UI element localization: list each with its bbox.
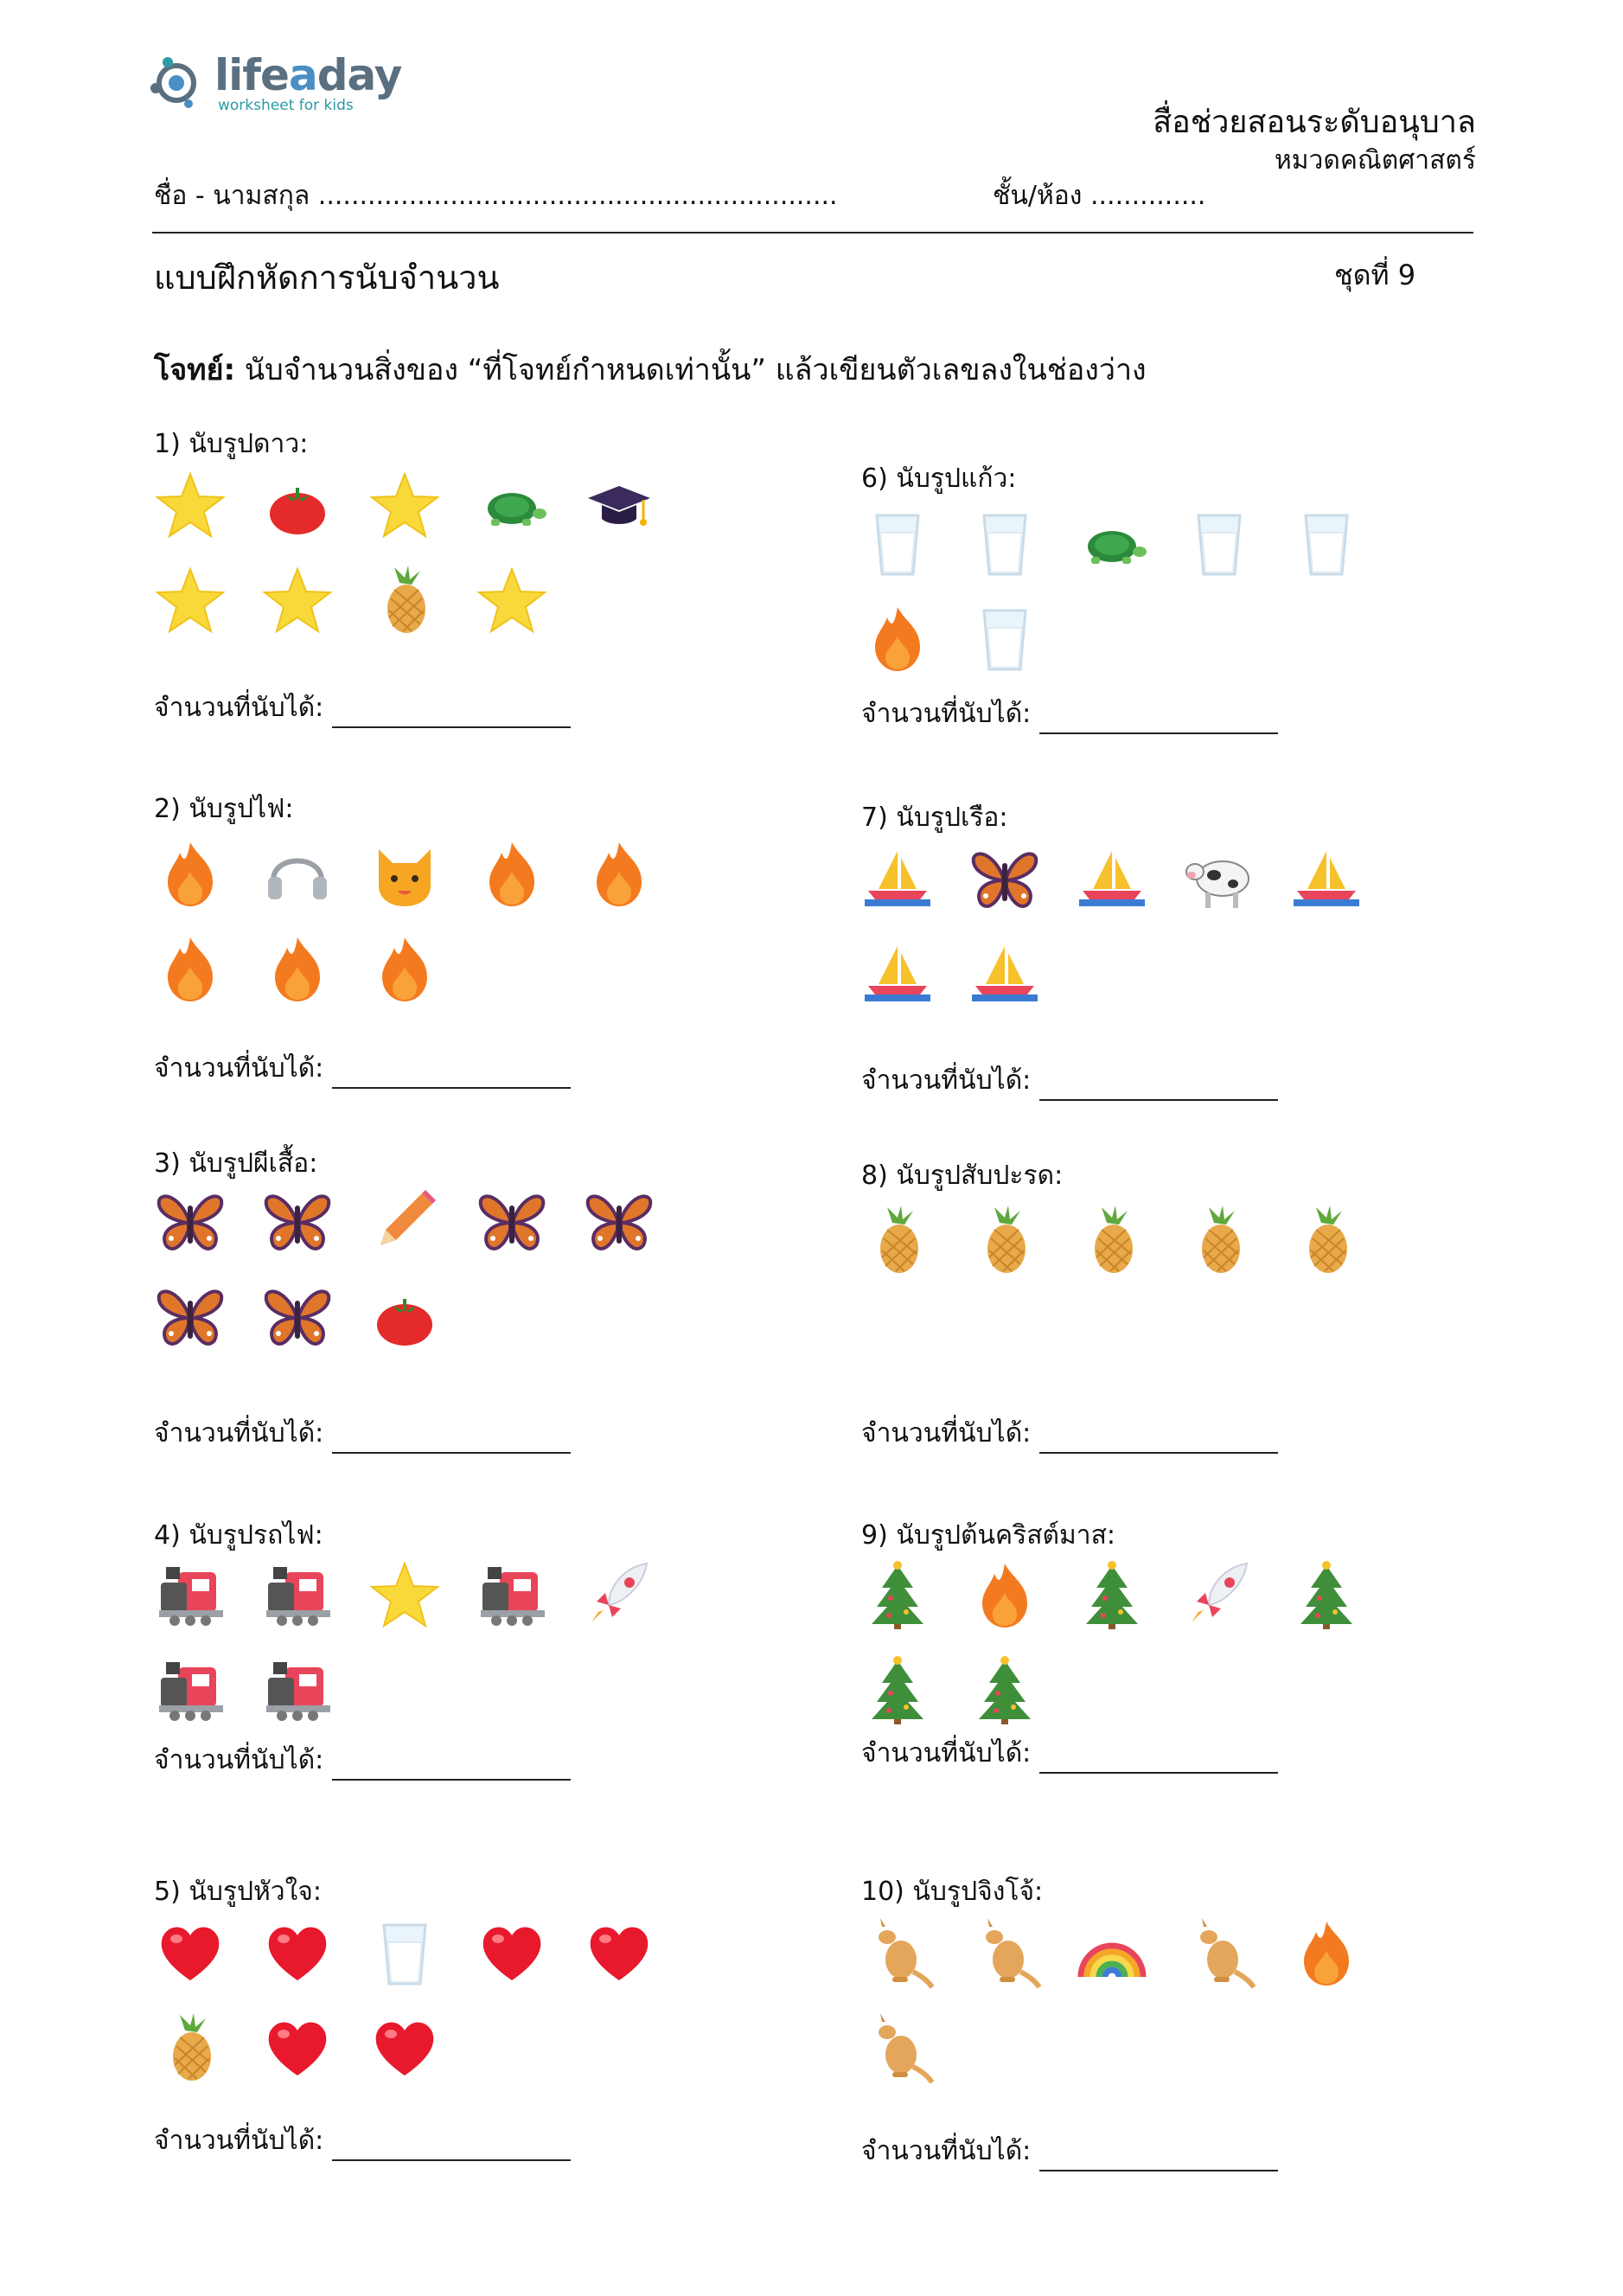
question-label: 3) นับรูปผีเสื้อ:: [154, 1148, 318, 1179]
question-label: 9) นับรูปต้นคริสต์มาส:: [861, 1520, 1116, 1551]
butterfly-icon: [261, 1280, 334, 1353]
answer-blank[interactable]: [1039, 2166, 1278, 2171]
set-number: ชุดที่ 9: [1334, 259, 1416, 291]
turtle-icon: [476, 469, 548, 541]
pineapple-icon: [368, 564, 441, 636]
answer-label: จำนวนที่นับได้:: [861, 1065, 1032, 1096]
heart-icon: [368, 2011, 441, 2084]
boat-icon: [861, 937, 934, 1010]
icon-group: [861, 1204, 1484, 1411]
answer-label: จำนวนที่นับได้:: [154, 1053, 324, 1084]
answer-row: [861, 1060, 1278, 1101]
boat-icon: [968, 937, 1041, 1010]
pineapple-icon: [968, 1204, 1041, 1276]
tree-icon: [861, 1558, 934, 1631]
pineapple-icon: [861, 1204, 934, 1276]
star-icon: [261, 564, 334, 636]
answer-label: จำนวนที่นับได้:: [861, 1418, 1032, 1449]
question-label: 4) นับรูปรถไฟ:: [154, 1520, 323, 1551]
icon-group: [154, 837, 776, 1045]
answer-blank[interactable]: [332, 1449, 571, 1454]
header-divider: [152, 232, 1473, 233]
answer-blank[interactable]: [332, 2156, 571, 2161]
tree-icon: [861, 1653, 934, 1726]
question-label: 2) นับรูปไฟ:: [154, 794, 294, 824]
answer-row: [154, 1740, 571, 1781]
butterfly-icon: [154, 1185, 227, 1257]
icon-group: [154, 469, 776, 676]
question-label: 10) นับรูปจิงโจ้:: [861, 1877, 1044, 1907]
question-label: 5) นับรูปหัวใจ:: [154, 1877, 322, 1907]
answer-label: จำนวนที่นับได้:: [861, 1738, 1032, 1768]
turtle-icon: [1076, 507, 1148, 579]
question-label: 7) นับรูปเรือ:: [861, 803, 1008, 833]
butterfly-icon: [154, 1280, 227, 1353]
rocket-icon: [1183, 1558, 1256, 1631]
question-label: 6) นับรูปแก้ว:: [861, 464, 1017, 494]
star-icon: [368, 1558, 441, 1631]
kangaroo-icon: [861, 2011, 934, 2084]
lifeaday-logo: [149, 50, 402, 119]
pineapple-icon: [1290, 1204, 1363, 1276]
butterfly-icon: [583, 1185, 655, 1257]
answer-label: จำนวนที่นับได้:: [154, 2126, 324, 2156]
icon-group: [154, 1558, 776, 1766]
rocket-icon: [583, 1558, 655, 1631]
logo-tagline: worksheet for kids: [218, 97, 354, 114]
cow-icon: [1183, 842, 1256, 915]
train-icon: [476, 1558, 548, 1631]
star-icon: [476, 564, 548, 636]
graduation-cap-icon: [583, 469, 655, 541]
answer-row: [861, 2131, 1278, 2171]
tomato-icon: [368, 1280, 441, 1353]
boat-icon: [861, 842, 934, 915]
answer-blank[interactable]: [1039, 1449, 1278, 1454]
fire-icon: [368, 932, 441, 1005]
answer-row: [154, 1048, 571, 1089]
headphones-icon: [261, 837, 334, 910]
answer-blank[interactable]: [332, 1084, 571, 1089]
fire-icon: [583, 837, 655, 910]
glass-icon: [968, 507, 1041, 579]
tree-icon: [968, 1653, 1041, 1726]
pencil-icon: [368, 1185, 441, 1257]
heart-icon: [476, 1916, 548, 1989]
fire-icon: [476, 837, 548, 910]
answer-row: [861, 694, 1278, 734]
pineapple-icon: [1183, 1204, 1256, 1276]
answer-blank[interactable]: [1039, 729, 1278, 734]
fire-icon: [154, 932, 227, 1005]
answer-label: จำนวนที่นับได้:: [861, 699, 1032, 729]
heart-icon: [154, 1916, 227, 1989]
answer-label: จำนวนที่นับได้:: [154, 1745, 324, 1775]
kangaroo-icon: [1183, 1916, 1256, 1989]
glass-icon: [1183, 507, 1256, 579]
butterfly-icon: [261, 1185, 334, 1257]
answer-row: [154, 2120, 571, 2161]
train-icon: [154, 1558, 227, 1631]
answer-blank[interactable]: [332, 1775, 571, 1781]
train-icon: [261, 1558, 334, 1631]
tree-icon: [1290, 1558, 1363, 1631]
answer-row: [154, 688, 571, 728]
tree-icon: [1076, 1558, 1148, 1631]
instructions: โจทย์: นับจำนวนสิ่งของ “ที่โจทย์กำหนดเท่านั้น” แล้วเขียนตัวเลขลงในช่องว่าง: [154, 353, 1147, 387]
answer-blank[interactable]: [1039, 1096, 1278, 1101]
glass-icon: [368, 1916, 441, 1989]
fire-icon: [154, 837, 227, 910]
answer-label: จำนวนที่นับได้:: [154, 1418, 324, 1449]
fire-icon: [968, 1558, 1041, 1631]
answer-row: [861, 1733, 1278, 1774]
answer-label: จำนวนที่นับได้:: [861, 2136, 1032, 2166]
pineapple-icon: [1076, 1204, 1148, 1276]
fire-icon: [261, 932, 334, 1005]
fire-icon: [1290, 1916, 1363, 1989]
heart-icon: [261, 2011, 334, 2084]
logo-molecule-icon: [149, 54, 204, 109]
star-icon: [154, 564, 227, 636]
class-room-line: ชั้น/ห้อง ..............: [993, 181, 1206, 211]
butterfly-icon: [968, 842, 1041, 915]
answer-row: [861, 1413, 1278, 1454]
icon-group: [861, 842, 1484, 1050]
subject-label: หมวดคณิตศาสตร์: [1274, 145, 1476, 176]
kangaroo-icon: [861, 1916, 934, 1989]
boat-icon: [1290, 842, 1363, 915]
tomato-icon: [261, 469, 334, 541]
train-icon: [154, 1653, 227, 1726]
fire-icon: [861, 602, 934, 675]
icon-group: [154, 1916, 776, 2124]
heart-icon: [583, 1916, 655, 1989]
answer-row: [154, 1413, 571, 1454]
butterfly-icon: [476, 1185, 548, 1257]
question-label: 1) นับรูปดาว:: [154, 429, 309, 459]
question-label: 8) นับรูปสับปะรด:: [861, 1161, 1064, 1191]
heart-icon: [261, 1916, 334, 1989]
logo-wordmark: lifeaday: [214, 50, 402, 100]
answer-blank[interactable]: [1039, 1768, 1278, 1774]
pineapple-icon: [154, 2011, 227, 2084]
glass-icon: [861, 507, 934, 579]
student-name-line: ชื่อ - นามสกุล ...............................................................: [154, 181, 838, 211]
cat-icon: [368, 837, 441, 910]
kangaroo-icon: [968, 1916, 1041, 1989]
boat-icon: [1076, 842, 1148, 915]
rainbow-icon: [1076, 1916, 1148, 1989]
star-icon: [154, 469, 227, 541]
star-icon: [368, 469, 441, 541]
icon-group: [861, 507, 1484, 714]
icon-group: [154, 1185, 776, 1392]
answer-blank[interactable]: [332, 723, 571, 728]
answer-label: จำนวนที่นับได้:: [154, 693, 324, 723]
glass-icon: [968, 602, 1041, 675]
icon-group: [861, 1916, 1484, 2124]
worksheet-title: แบบฝึกหัดการนับจำนวน: [154, 259, 500, 297]
glass-icon: [1290, 507, 1363, 579]
train-icon: [261, 1653, 334, 1726]
media-title: สื่อช่วยสอนระดับอนุบาล: [1153, 105, 1476, 140]
